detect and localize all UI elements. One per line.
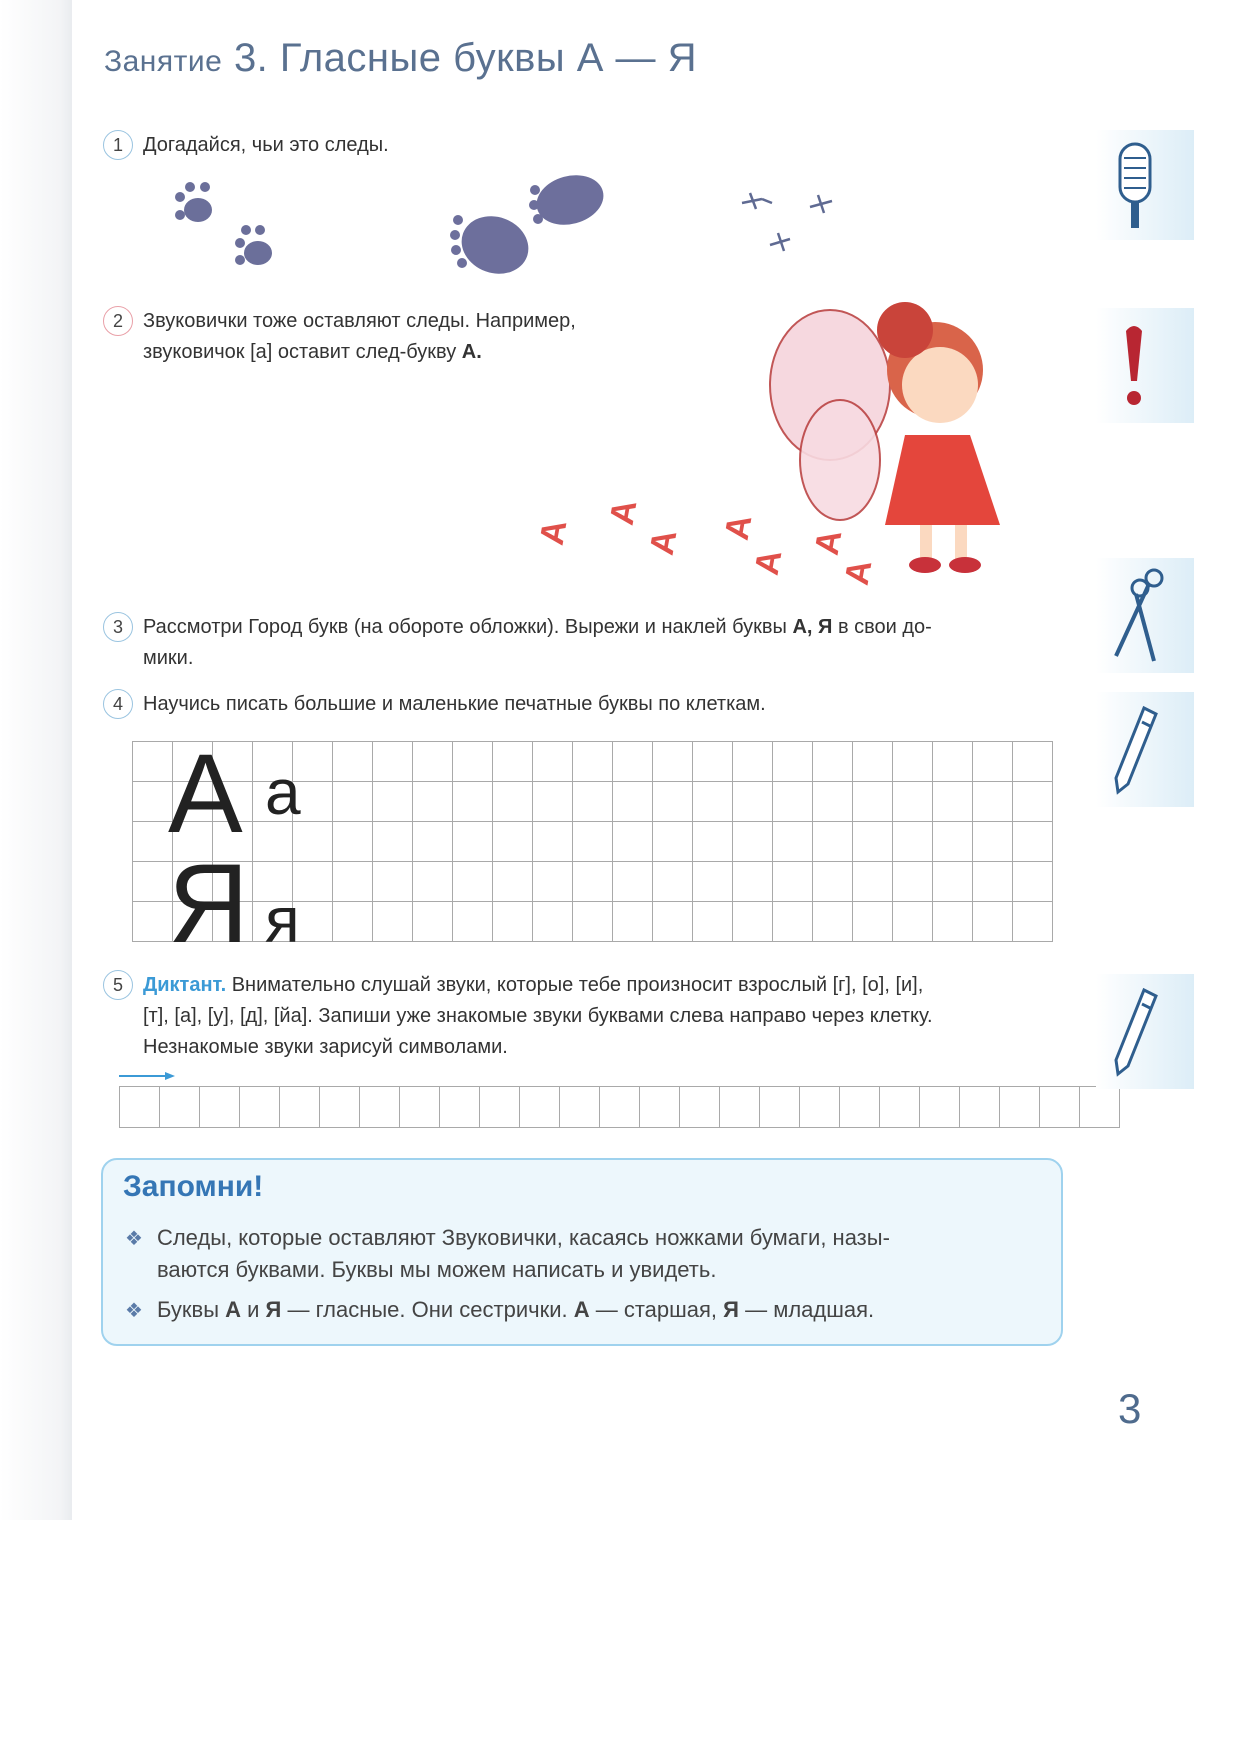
grid-cell[interactable]	[160, 1087, 200, 1128]
grid-cell[interactable]	[653, 862, 693, 902]
grid-cell[interactable]	[773, 822, 813, 862]
grid-cell[interactable]	[333, 822, 373, 862]
scissors-icon	[1104, 566, 1174, 666]
side-tab-write	[1096, 974, 1194, 1089]
grid-cell[interactable]	[1013, 782, 1053, 822]
grid-cell[interactable]	[360, 1087, 400, 1128]
grid-cell[interactable]	[973, 902, 1013, 942]
bird-tracks-icon	[742, 193, 832, 251]
grid-cell[interactable]	[120, 1087, 160, 1128]
grid-cell[interactable]	[573, 822, 613, 862]
grid-cell[interactable]	[493, 742, 533, 782]
footprint-letter: А	[642, 527, 685, 558]
grid-cell[interactable]	[413, 742, 453, 782]
grid-cell[interactable]	[320, 1087, 360, 1128]
pencil-icon	[1104, 700, 1164, 800]
grid-cell[interactable]	[773, 782, 813, 822]
grid-cell[interactable]	[520, 1087, 560, 1128]
grid-cell[interactable]	[653, 742, 693, 782]
page-number: 3	[1118, 1385, 1142, 1432]
grid-cell[interactable]	[453, 742, 493, 782]
grid-cell[interactable]	[680, 1087, 720, 1128]
grid-cell[interactable]	[440, 1087, 480, 1128]
footprint-letter: А	[717, 512, 760, 543]
grid-cell[interactable]	[240, 1087, 280, 1128]
grid-cell[interactable]	[600, 1087, 640, 1128]
task-text: Звуковички тоже оставляют следы. Например, звуковичок [а] оставит след-букву А.	[143, 310, 576, 363]
grid-cell[interactable]	[853, 822, 893, 862]
page-edge	[0, 0, 72, 1520]
grid-cell[interactable]	[533, 782, 573, 822]
task-3	[103, 612, 932, 674]
grid-cell[interactable]	[933, 862, 973, 902]
bullet-icon: ❖	[125, 1300, 143, 1322]
grid-cell[interactable]	[853, 742, 893, 782]
grid-cell[interactable]	[853, 902, 893, 942]
grid-cell[interactable]	[613, 862, 653, 902]
remember-bullet: ❖ Следы, которые оставляют Звуковички, касаясь ножками бумаги, назы- ваются буквами. Буквы мы можем написать и увидеть.	[125, 1225, 890, 1282]
letter-footprints	[532, 495, 920, 588]
grid-cell[interactable]	[333, 782, 373, 822]
grid-cell[interactable]	[413, 862, 453, 902]
grid-cell[interactable]	[280, 1087, 320, 1128]
grid-cell[interactable]	[453, 862, 493, 902]
grid-cell[interactable]	[373, 862, 413, 902]
title-prefix: Занятие	[104, 45, 223, 78]
grid-cell[interactable]	[573, 902, 613, 942]
grid-cell[interactable]	[533, 862, 573, 902]
grid-cell[interactable]	[773, 742, 813, 782]
grid-cell[interactable]	[333, 902, 373, 942]
grid-cell[interactable]	[840, 1087, 880, 1128]
grid-cell[interactable]	[493, 822, 533, 862]
grid-cell[interactable]	[693, 782, 733, 822]
grid-cell[interactable]	[480, 1087, 520, 1128]
task-text: Догадайся, чьи это следы.	[143, 134, 389, 156]
grid-cell[interactable]	[813, 782, 853, 822]
grid-cell[interactable]	[893, 862, 933, 902]
grid-cell[interactable]	[1013, 902, 1053, 942]
task-text: Научись писать большие и маленькие печатные буквы по клеткам.	[143, 693, 766, 715]
grid-cell[interactable]	[773, 902, 813, 942]
grid-cell[interactable]	[653, 822, 693, 862]
grid-cell[interactable]	[373, 822, 413, 862]
task-number: 2	[103, 306, 133, 336]
grid-cell[interactable]	[973, 782, 1013, 822]
grid-cell[interactable]	[733, 902, 773, 942]
grid-cell[interactable]	[133, 902, 173, 942]
grid-cell[interactable]	[573, 862, 613, 902]
grid-cell[interactable]	[133, 782, 173, 822]
grid-cell[interactable]	[133, 822, 173, 862]
grid-cell[interactable]	[653, 782, 693, 822]
grid-cell[interactable]	[493, 782, 533, 822]
bear-paw-icon	[450, 168, 609, 283]
exclamation-icon	[1104, 316, 1164, 416]
grid-cell[interactable]	[1013, 742, 1053, 782]
footprint-letter: А	[747, 547, 790, 578]
grid-cell[interactable]	[453, 782, 493, 822]
grid-cell[interactable]	[533, 822, 573, 862]
grid-cell[interactable]	[973, 742, 1013, 782]
grid-cell[interactable]	[933, 902, 973, 942]
grid-cell[interactable]	[373, 902, 413, 942]
grid-cell[interactable]	[533, 742, 573, 782]
grid-cell[interactable]	[200, 1087, 240, 1128]
grid-cell[interactable]	[933, 782, 973, 822]
grid-cell[interactable]	[1013, 822, 1053, 862]
task-number: 3	[103, 612, 133, 642]
animal-footprints-image	[150, 175, 850, 295]
grid-cell[interactable]	[133, 742, 173, 782]
grid-cell[interactable]	[960, 1087, 1000, 1128]
grid-cell[interactable]	[920, 1087, 960, 1128]
grid-cell[interactable]	[613, 822, 653, 862]
grid-cell[interactable]	[493, 902, 533, 942]
title-main: 3. Гласные буквы А — Я	[233, 36, 698, 80]
grid-cell[interactable]	[893, 902, 933, 942]
grid-cell[interactable]	[853, 862, 893, 902]
side-tab-attention	[1096, 308, 1194, 423]
bullet-icon: ❖	[125, 1228, 143, 1250]
grid-cell[interactable]	[973, 862, 1013, 902]
grid-cell[interactable]	[813, 862, 853, 902]
sample-lower-ya: я	[265, 884, 300, 956]
remember-box	[101, 1158, 1063, 1346]
grid-cell[interactable]	[733, 742, 773, 782]
microphone-icon	[1104, 138, 1164, 238]
grid-cell[interactable]	[560, 1087, 600, 1128]
grid-cell[interactable]	[693, 742, 733, 782]
grid-cell[interactable]	[533, 902, 573, 942]
grid-cell[interactable]	[333, 862, 373, 902]
task-number: 1	[103, 130, 133, 160]
grid-cell[interactable]	[813, 902, 853, 942]
footprint-letter: А	[532, 517, 575, 548]
arrow-right-icon	[119, 1070, 175, 1082]
sample-upper-a: А	[168, 731, 243, 856]
task-text: Диктант. Внимательно слушай звуки, которые тебе произносит взрослый [г], [о], [и], [т], [а], [у], [д], [йа]. Запиши уже знакомые звуки буквами слева направо через клетку. Незнакомые звуки зарисуй символами.	[143, 974, 933, 1058]
cat-paw-icon	[175, 182, 272, 265]
grid-cell[interactable]	[760, 1087, 800, 1128]
task-2	[103, 306, 576, 368]
grid-cell[interactable]	[133, 862, 173, 902]
grid-cell[interactable]	[933, 742, 973, 782]
grid-cell[interactable]	[373, 742, 413, 782]
sample-upper-ya: Я	[168, 841, 249, 966]
grid-cell[interactable]	[1080, 1087, 1120, 1128]
grid-cell[interactable]	[813, 822, 853, 862]
grid-cell[interactable]	[893, 742, 933, 782]
grid-cell[interactable]	[853, 782, 893, 822]
dictation-row[interactable]	[119, 1086, 1120, 1128]
grid-cell[interactable]	[573, 742, 613, 782]
side-tab-write	[1096, 692, 1194, 807]
grid-cell[interactable]	[733, 822, 773, 862]
grid-cell[interactable]	[373, 782, 413, 822]
grid-cell[interactable]	[613, 902, 653, 942]
task-4	[103, 689, 766, 720]
grid-cell[interactable]	[653, 902, 693, 942]
grid-cell[interactable]	[413, 822, 453, 862]
task-1	[103, 130, 389, 161]
sample-lower-a: а	[265, 756, 301, 828]
grid-cell[interactable]	[693, 822, 733, 862]
grid-cell[interactable]	[613, 742, 653, 782]
footprint-letter: А	[807, 527, 850, 558]
grid-cell[interactable]	[640, 1087, 680, 1128]
task-number: 5	[103, 970, 133, 1000]
grid-cell[interactable]	[880, 1087, 920, 1128]
side-tab-listen	[1096, 130, 1194, 240]
grid-cell[interactable]	[933, 822, 973, 862]
grid-cell[interactable]	[733, 862, 773, 902]
task-5	[103, 970, 933, 1063]
grid-cell[interactable]	[733, 782, 773, 822]
remember-bullet: ❖ Буквы А и Я — гласные. Они сестрички. А — старшая, Я — младшая.	[125, 1297, 875, 1322]
task-number: 4	[103, 689, 133, 719]
grid-cell[interactable]	[893, 822, 933, 862]
footprint-letter: А	[602, 497, 645, 528]
grid-cell[interactable]	[453, 822, 493, 862]
grid-cell[interactable]	[973, 822, 1013, 862]
grid-cell[interactable]	[893, 782, 933, 822]
grid-cell[interactable]	[800, 1087, 840, 1128]
side-tab-cut	[1096, 558, 1194, 673]
grid-cell[interactable]	[413, 902, 453, 942]
grid-cell[interactable]	[693, 862, 733, 902]
grid-cell[interactable]	[1013, 862, 1053, 902]
grid-cell[interactable]	[400, 1087, 440, 1128]
grid-cell[interactable]	[720, 1087, 760, 1128]
grid-cell[interactable]	[1000, 1087, 1040, 1128]
grid-cell[interactable]	[493, 862, 533, 902]
grid-cell[interactable]	[333, 742, 373, 782]
grid-cell[interactable]	[1040, 1087, 1080, 1128]
remember-title: Запомни!	[123, 1170, 264, 1203]
grid-cell[interactable]	[813, 742, 853, 782]
task-text: Рассмотри Город букв (на обороте обложки). Вырежи и наклей буквы А, Я в свои до- мики.	[143, 616, 932, 669]
footprint-letter: А	[837, 557, 880, 588]
grid-cell[interactable]	[453, 902, 493, 942]
grid-cell[interactable]	[693, 902, 733, 942]
grid-cell[interactable]	[613, 782, 653, 822]
grid-cell[interactable]	[773, 862, 813, 902]
page-title	[104, 36, 697, 81]
grid-cell[interactable]	[413, 782, 453, 822]
pencil-icon	[1104, 982, 1164, 1082]
grid-cell[interactable]	[573, 782, 613, 822]
